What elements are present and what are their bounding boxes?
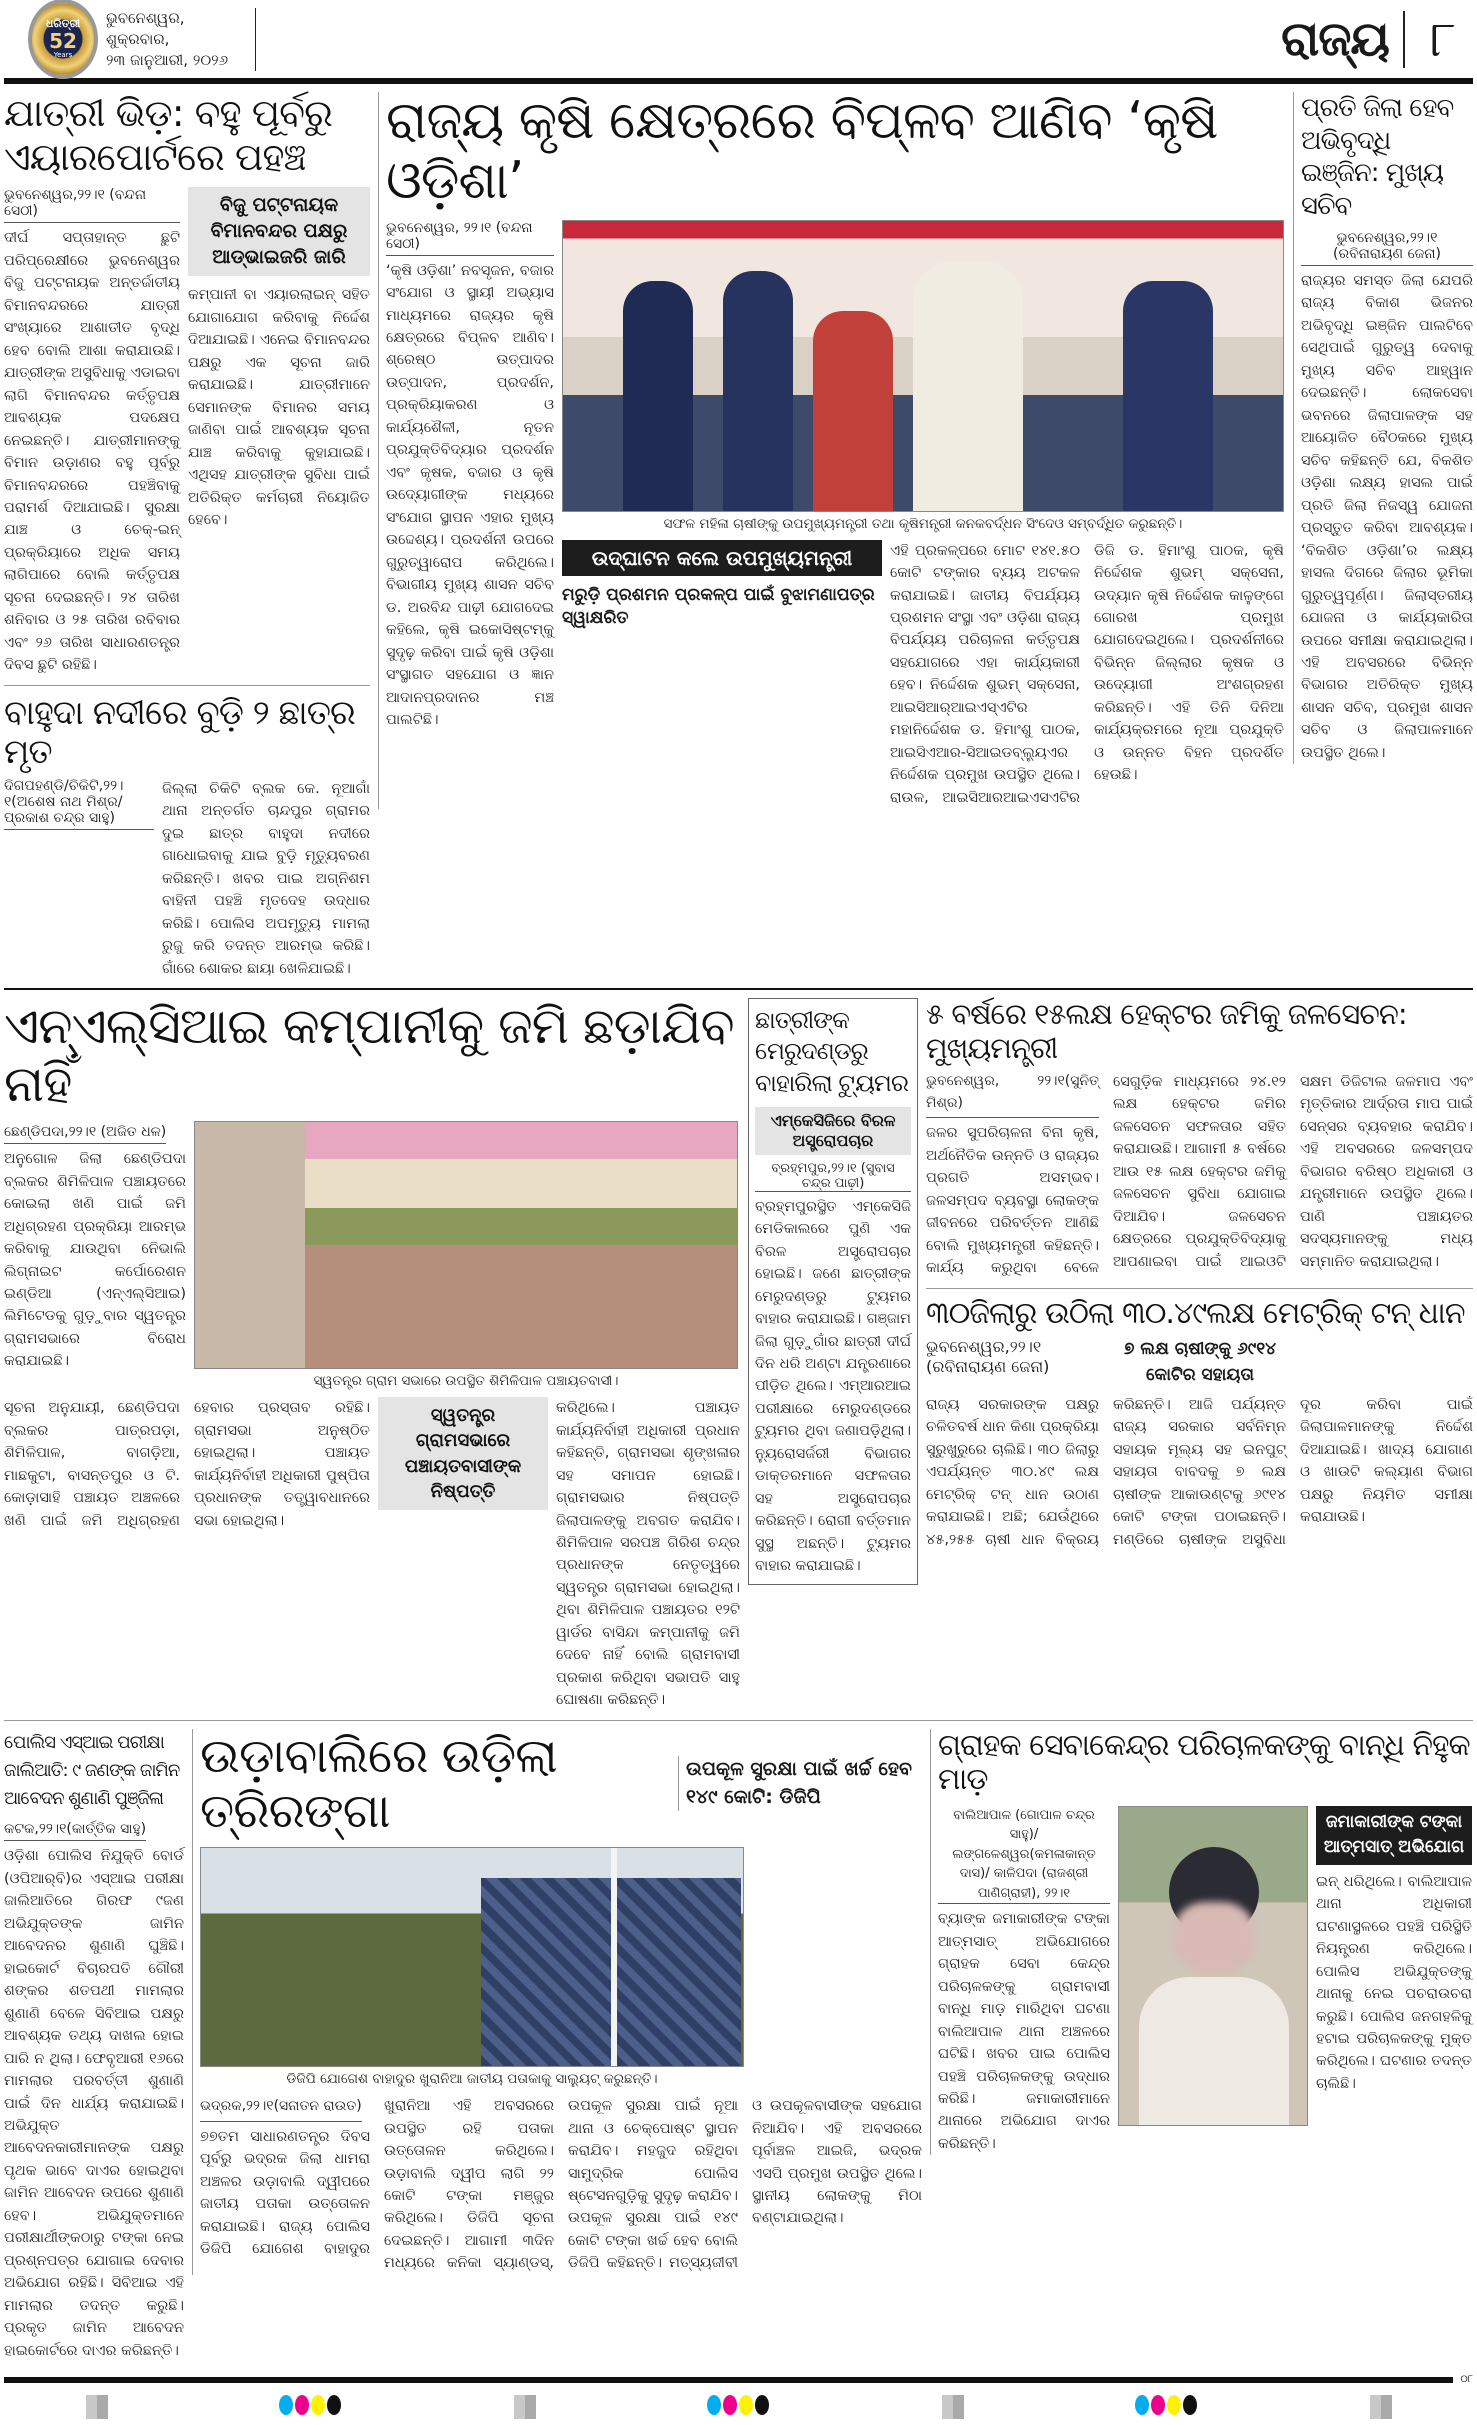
registration-mark [942, 2395, 964, 2419]
logo [28, 0, 98, 79]
airport-highlight-box: ବିଜୁ ପଟ୍ଟନାୟକ ବିମାନବନ୍ଦର ପକ୍ଷରୁ ଆଡ୍‌ଭାଇଜରି ଜାରି [188, 187, 370, 276]
issue-date: ୨୩ ଜାନୁଆରୀ, ୨୦୨୬ [106, 50, 229, 69]
bahuda-dateline: ଦିଗପହଣ୍ଡି/ଚିକିଟି,୨୨।୧(ଅଶେଷ ନାଥ ମିଶ୍ର/ପ୍ରକାଶ ଚନ୍ଦ୍ର ସାହୁ) [4, 778, 154, 830]
airport-headline: ଯାତ୍ରୀ ଭିଡ଼: ବହୁ ପୂର୍ବରୁ ଏୟାରପୋର୍ଟରେ ପହଞ୍ଚ [4, 91, 332, 179]
udabali-story [192, 1729, 922, 2275]
divider [4, 1720, 1473, 1721]
section-title: ରାଜ୍ୟ [1281, 11, 1405, 68]
police-body: ଓଡ଼ିଶା ପୋଲିସ ନିଯୁକ୍ତି ବୋର୍ଡ (ଓପିଆର୍‌ବି)ର ଏସ୍‌ଆଇ ପରୀକ୍ଷା ଜାଲିଆତିରେ ଗିରଫ ୯ଜଣ ଅଭିଯୁକ୍ତଙ୍କ ଜାମିନ ଆବେଦନର ଶୁଣାଣି ଘୁଞ୍ଚିଛି। ହାଇକୋର୍ଟ ବିଚାରପତି ଗୌରୀ ଶଙ୍କର ଶତପଥୀ ମାମଲାର ଶୁଣାଣି ବେଳେ ସିବିଆଇ ପକ୍ଷରୁ ଆବଶ୍ୟକ ତଥ୍ୟ ଦାଖଲ ହୋଇ ପାରି ନ ଥିଲା। ଫେବୃଆରୀ ୧୬ରେ ମାମଲାର ପରବର୍ତ୍ତୀ ଶୁଣାଣି ପାଇଁ ଦିନ ଧାର୍ଯ୍ୟ କରାଯାଇଛି। ଅଭିଯୁକ୍ତ ଆବେଦନକାରୀମାନଙ୍କ ପକ୍ଷରୁ ପୃଥକ ଭାବେ ଦାଏର ହୋଇଥିବା ଜାମିନ ଆବେଦନ ଉପରେ ଶୁଣାଣି ହେବ। ଅଭିଯୁକ୍ତମାନେ ପରୀକ୍ଷାର୍ଥୀଙ୍କଠାରୁ ଟଙ୍କା ନେଇ ପ୍ରଶ୍ନପତ୍ର ଯୋଗାଇ ଦେବାର ଅଭିଯୋଗ ରହିଛି। ସିବିଆଇ ଏହି ମାମଲାର ତଦନ୍ତ କରୁଛି। ପ୍ରକୃତ ଜାମିନ ଆବେଦନ ହାଇକୋର୍ଟରେ ଦାଏର କରିଛନ୍ତି। [4, 1848, 184, 2359]
left-column [4, 92, 370, 980]
district-body: ରାଜ୍ୟର ସମସ୍ତ ଜିଲା ଯେପରି ରାଜ୍ୟ ବିକାଶ ଭିଜନର ଅଭିବୃଦ୍ଧି ଇଞ୍ଜିନ ପାଲଟିବେ ସେଥିପାଇଁ ଗୁରୁତ୍ୱ ଦେବାକୁ ମୁଖ୍ୟ ସଚିବ ଆହ୍ୱାନ ଦେଇଛନ୍ତି। ଲୋକସେବା ଭବନରେ ଜିଲାପାଳଙ୍କ ସହ ଆୟୋଜିତ ବୈଠକରେ ମୁଖ୍ୟ ସଚିବ କହିଛନ୍ତି ଯେ, ବିକଶିତ ଓଡ଼ିଶା ଲକ୍ଷ୍ୟ ହାସଲ ପାଇଁ ପ୍ରତି ଜିଲା ନିଜସ୍ୱ ଯୋଜନା ପ୍ରସ୍ତୁତ କରିବା ଆବଶ୍ୟକ। ‘ବିକଶିତ ଓଡ଼ିଶା’ର ଲକ୍ଷ୍ୟ ହାସଲ ଦିଗରେ ଜିଲାର ଭୂମିକା ଗୁରୁତ୍ୱପୂର୍ଣ୍ଣ। ଜିଲାସ୍ତରୀୟ ଯୋଜନା ଓ କାର୍ଯ୍ୟକାରିତା ଉପରେ ସମୀକ୍ଷା କରାଯାଇଥିଲା। ଏହି ଅବସରରେ ବିଭିନ୍ନ ବିଭାଗର ଅତିରିକ୍ତ ମୁଖ୍ୟ ଶାସନ ସଚିବ, ପ୍ରମୁଖ ଶାସନ ସଚିବ ଓ ଜିଲାପାଳମାନେ ଉପସ୍ଥିତ ଥିଲେ। [1301, 273, 1473, 761]
udabali-photo-salute [200, 1847, 744, 2067]
consumer-dateline: ବାଲିଆପାଳ (ଗୋପାଳ ଚନ୍ଦ୍ର ସାହୁ)/ ଲଙ୍ଗଳେଶ୍ୱର(କମଳାକାନ୍ତ ଦାସ)/ କାଳିପଦା (ରାଜଶ୍ରୀ ପାଣିଗ୍ରାହୀ), ୨୨।୧ [938, 1806, 1110, 1905]
consumer-story [930, 1729, 1473, 2156]
color-bar [1135, 2395, 1199, 2419]
police-dateline: କଟକ,୨୨।୧(କାର୍ତ୍ତିକ ସାହୁ) [4, 1821, 146, 1841]
dateline-block [106, 8, 256, 71]
airport-article [4, 187, 370, 676]
udabali-photo-caption: ଡିଜିପି ଯୋଗେଶ ବାହାଦୁର ଖୁରାନିଆ ଜାତୀୟ ପତାକାକୁ ସାଲ୍ୟୁଟ୍ କରୁଛନ୍ତି। [286, 2071, 658, 2088]
district-article [1301, 230, 1473, 764]
lead-story [378, 92, 1285, 809]
nlc-photo-gram-sabha [194, 1121, 738, 1369]
consumer-black-box: ଜମାକାରୀଙ୍କ ଟଙ୍କା ଆତ୍ମସାତ୍ ଅଭିଯୋଗ [1316, 1806, 1472, 1865]
print-marks [4, 2395, 1473, 2419]
tumor-article-frame [748, 998, 918, 1585]
district-headline: ପ୍ରତି ଜିଲା ହେବ ଅଭିବୃଦ୍ଧି ଇଞ୍ଜିନ: ମୁଖ୍ୟ ସଚିବ [1301, 93, 1454, 221]
udabali-body: ୭୭ତମ ସାଧାରଣତନ୍ତ୍ର ଦିବସ ପୂର୍ବରୁ ଭଦ୍ରକ ଜିଲା ଧାମରା ଅଞ୍ଚଳର ଉଡ଼ାବାଲି ଦ୍ୱୀପରେ ଜାତୀୟ ପତାକା ଉତ୍ତୋଳନ କରାଯାଇଛି। ରାଜ୍ୟ ପୋଲିସ ଡିଜିପି ଯୋଗେଶ ବାହାଦୁର ଖୁରାନିଆ ଏହି ଅବସରରେ ଉପସ୍ଥିତ ରହି ପତାକା ଉତ୍ତୋଳନ କରିଥିଲେ। ଉଡ଼ାବାଲି ଦ୍ୱୀପ ଲାଗି ୨୨ କୋଟି ଟଙ୍କା ମଞ୍ଜୁର କରିଥିଲେ। ଡିଜିପି ସୂଚନା ଦେଇଛନ୍ତି। ଆଗାମୀ ୩ଦିନ ମଧ୍ୟରେ କନିକା ସ୍ୟାଣ୍ଡସ୍, ଉପକୂଳ ସୁରକ୍ଷା ପାଇଁ ନୂଆ ଥାନା ଓ ଚେକ୍‌ପୋଷ୍ଟ ସ୍ଥାପନ କରାଯିବ। ମହଜୁଦ ରହିଥିବା ସାମୁଦ୍ରିକ ପୋଲିସ ଷ୍ଟେସନଗୁଡ଼ିକୁ ସୁଦୃଢ଼ କରାଯିବ। ଉପକୂଳ ସୁରକ୍ଷା ପାଇଁ ୧୪୯ କୋଟି ଟଙ୍କା ଖର୍ଚ୍ଚ ହେବ ବୋଲି ଡିଜିପି କହିଛନ୍ତି। ମତ୍ସ୍ୟଜୀବୀ ଓ ଉପକୂଳବାସୀଙ୍କ ସହଯୋଗ ନିଆଯିବ। ଏହି ଅବସରରେ ପୂର୍ବାଞ୍ଚଳ ଆଇଜି, ଭଦ୍ରକ ଏସପି ପ୍ରମୁଖ ଉପସ୍ଥିତ ଥିଲେ। ସ୍ଥାନୀୟ ଲୋକଙ୍କୁ ମିଠା ବଣ୍ଟାଯାଇଥିଲା। [200, 2098, 922, 2272]
registration-mark [86, 2395, 108, 2419]
place-day: ଭୁବନେଶ୍ୱର, ଶୁକ୍ରବାର, [106, 8, 185, 48]
tumor-highlight-box: ଏମ୍‌କେସିଜିରେ ବିରଳ ଅସ୍ତ୍ରୋପଚାର [755, 1107, 911, 1155]
footer [4, 2374, 1473, 2385]
registration-mark [1370, 2395, 1392, 2419]
color-bar [279, 2395, 343, 2419]
page-number: ୮ [1429, 9, 1457, 68]
bottom-rule [4, 2377, 1453, 2383]
bottom-section [4, 1729, 1473, 2362]
nlc-headline: ଏନ୍‌ଏଲ୍‌ସିଆଇ କମ୍ପାନୀକୁ ଜମି ଛଡ଼ାଯିବ ନାହିଁ [4, 997, 734, 1113]
bahuda-article [4, 778, 370, 980]
lead-photo-award-ceremony [562, 220, 1284, 512]
lead-body: ‘କୃଷି ଓଡ଼ିଶା’ ନବସୃଜନ, ବଜାର ସଂଯୋଗ ଓ ସ୍ଥାୟୀ ଅଭ୍ୟାସ ମାଧ୍ୟମରେ ରାଜ୍ୟର କୃଷି କ୍ଷେତ୍ରରେ ବିପ୍ଳବ ଆଣିବ। ଶ୍ରେଷ୍ଠ ଉତ୍ପାଦର ଉତ୍ପାଦନ, ପ୍ରଦର୍ଶନ, ପ୍ରକ୍ରିୟାକରଣ ଓ କାର୍ଯ୍ୟଶୈଳୀ, ନୂତନ ପ୍ରଯୁକ୍ତିବିଦ୍ୟାର ପ୍ରଦର୍ଶନ ଏବଂ କୃଷକ, ବଜାର ଓ କୃଷି ଉଦ୍ୟୋଗୀଙ୍କ ମଧ୍ୟରେ ସଂଯୋଗ ସ୍ଥାପନ ଏହାର ମୁଖ୍ୟ ଉଦ୍ଦେଶ୍ୟ। ପ୍ରଦର୍ଶନୀ ଉପରେ ଗୁରୁତ୍ୱାରୋପ କରିଥିଲେ। ବିଭାଗୀୟ ମୁଖ୍ୟ ଶାସନ ସଚିବ ଡ. ଅରବିନ୍ଦ ପାଢ଼ୀ ଯୋଗଦେଇ କହିଲେ, କୃଷି ଇକୋସିଷ୍ଟମ୍‌କୁ ସୁଦୃଢ଼ କରିବା ପାଇଁ କୃଷି ଓଡ଼ିଶା ସଂସ୍ଥାଗତ ସହଯୋଗ ଓ ଜ୍ଞାନ ଆଦାନପ୍ରଦାନର ମଞ୍ଚ ପାଲଟିଛି। [386, 262, 554, 728]
lead-headline: ରାଜ୍ୟ କୃଷି କ୍ଷେତ୍ରରେ ବିପ୍ଳବ ଆଣିବ ‘କୃଷି ଓଡ଼ିଶା’ [386, 91, 1218, 211]
logo-years-label: Years [53, 51, 73, 59]
district-story [1293, 92, 1473, 764]
nlc-body-2: ସୂଚନା ଅନୁଯାୟୀ, ଛେଣ୍ଡିପଦା ବ୍ଲକର ପାତ୍ରପଡ଼ା, ଶିମିଳିପାଳ, ବାଗଡ଼ିଆ, ମାଛକୁଟା, ବାସନ୍ତପୁର ଓ ଟି. କୋଡ଼ାସାହି ପଞ୍ଚାୟତ ଅଞ୍ଚଳରେ ଖଣି ପାଇଁ ଜମି ଅଧିଗ୍ରହଣ ହେବାର ପ୍ରସ୍ତାବ ରହିଛି। ଗ୍ରାମସଭା ଅନୁଷ୍ଠିତ ହୋଇଥିଲା। ପଞ୍ଚାୟତ କାର୍ଯ୍ୟନିର୍ବାହୀ ଅଧିକାରୀ ପୁଷ୍ପିତା ପ୍ରଧାନଙ୍କ ତତ୍ତ୍ୱାବଧାନରେ ସଭା ହୋଇଥିଲା। [4, 1400, 370, 1529]
lead-subhead: ମରୁଡ଼ି ପ୍ରଶମନ ପ୍ରକଳ୍ପ ପାଇଁ ବୁଝାମଣାପତ୍ର ସ୍ୱାକ୍ଷରିତ [562, 584, 875, 629]
airport-dateline: ଭୁବନେଶ୍ୱର,୨୨।୧ (ବନ୍ଦନା ସେଠୀ) [4, 187, 180, 223]
irrigation-body: ଜଳର ସୁପରିଚାଳନା ବିନା କୃଷି, ଅର୍ଥନୈତିକ ଉନ୍ନତି ଓ ରାଜ୍ୟର ପ୍ରଗତି ଅସମ୍ଭବ। ଜଳସମ୍ପଦ ବ୍ୟବସ୍ଥା ଲୋକଙ୍କ ଜୀବନରେ ପରିବର୍ତ୍ତନ ଆଣିଛି ବୋଲି ମୁଖ୍ୟମନ୍ତ୍ରୀ କହିଛନ୍ତି। କାର୍ଯ୍ୟ କରୁଥିବା ବେଳେ ସେଗୁଡ଼ିକ ମାଧ୍ୟମରେ ୨୪.୧୨ ଲକ୍ଷ ହେକ୍ଟର ଜମିର ଜଳସେଚନ ସଫଳତାର ସହିତ କରାଯାଉଛି। ଆଗାମୀ ୫ ବର୍ଷରେ ଆଉ ୧୫ ଲକ୍ଷ ହେକ୍ଟର ଜମିକୁ ଜଳସେଚନ ସୁବିଧା ଯୋଗାଇ ଦିଆଯିବ। ଜଳସେଚନ କ୍ଷେତ୍ରରେ ପ୍ରଯୁକ୍ତିବିଦ୍ୟାକୁ ଆପଣାଇବା ପାଇଁ ଆଇଓଟି ସକ୍ଷମ ଡିଜିଟାଲ ଜଳମାପ ଏବଂ ମୃତ୍ତିକାର ଆର୍ଦ୍ରତା ମାପ ପାଇଁ ସେନ୍‌ସର ବ୍ୟବହାର କରାଯିବ। ଏହି ଅବସରରେ ଜଳସମ୍ପଦ ବିଭାଗର ବରିଷ୍ଠ ଅଧିକାରୀ ଓ ଯନ୍ତ୍ରୀମାନେ ଉପସ୍ଥିତ ଥିଲେ। ପାଣି ପଞ୍ଚାୟତର ସଦସ୍ୟମାନଙ୍କୁ ମଧ୍ୟ ସମ୍ମାନିତ କରାଯାଇଥିଲା। [926, 1073, 1473, 1277]
paddy-body: ରାଜ୍ୟ ସରକାରଙ୍କ ପକ୍ଷରୁ ଚଳିତବର୍ଷ ଧାନ କିଣା ପ୍ରକ୍ରିୟା ସୁରୁଖୁରୁରେ ଚାଲିଛି। ୩୦ ଜିଲାରୁ ଏପର୍ଯ୍ୟନ୍ତ ୩୦.୪୯ ଲକ୍ଷ ମେଟ୍ରିକ୍ ଟନ୍ ଧାନ ଉଠାଣ କରାଯାଇଛି। ଅଛି; ଯେଉଁଥିରେ ୪୫,୨୫୫ ଚାଷୀ ଧାନ ବିକ୍ରୟ କରିଛନ୍ତି। ଆଜି ପର୍ଯ୍ୟନ୍ତ ରାଜ୍ୟ ସରକାର ସର୍ବନିମ୍ନ ସହାୟକ ମୂଲ୍ୟ ସହ ଇନପୁଟ୍ ସହାୟତା ବାବଦକୁ ୭ ଲକ୍ଷ ଚାଷୀଙ୍କ ଆକାଉଣ୍ଟକୁ ୬୯୧୪ କୋଟି ଟଙ୍କା ପଠାଇଛନ୍ତି। ମଣ୍ଡିରେ ଚାଷୀଙ୍କ ଅସୁବିଧା ଦୂର କରିବା ପାଇଁ ଜିଲାପାଳମାନଙ୍କୁ ନିର୍ଦ୍ଦେଶ ଦିଆଯାଇଛି। ଖାଦ୍ୟ ଯୋଗାଣ ଓ ଖାଉଟି କଲ୍ୟାଣ ବିଭାଗ ପକ୍ଷରୁ ନିୟମିତ ସମୀକ୍ଷା କରାଯାଉଛି। [926, 1397, 1473, 1548]
nlc-dateline: ଛେଣ୍ଡିପଦା,୨୨।୧ (ଅଜିତ ଧଳ) [4, 1124, 166, 1144]
lead-photo-caption: ସଫଳ ମହିଳା ଚାଷୀଙ୍କୁ ଉପମୁଖ୍ୟମନ୍ତ୍ରୀ ତଥା କୃଷିମନ୍ତ୍ରୀ କନକବର୍ଦ୍ଧନ ସିଂଦେଓ ସମ୍ବର୍ଦ୍ଧିତ କରୁଛନ୍ତି। [663, 515, 1183, 532]
paddy-highlight: ୭ ଲକ୍ଷ ଚାଷୀଙ୍କୁ ୬୯୧୪ କୋଟିର ସହାୟତା [1123, 1339, 1276, 1385]
divider [926, 1288, 1473, 1289]
right-stack [926, 998, 1473, 1551]
divider [4, 685, 370, 686]
police-headline: ପୋଲିସ ଏସ୍‌ଆଇ ପରୀକ୍ଷା ଜାଲିଆତି: ୯ ଜଣଙ୍କ ଜାମିନ ଆବେଦନ ଶୁଣାଣି ପୁଞ୍ଜିଳା [4, 1731, 180, 1809]
tumor-headline: ଛାତ୍ରୀଙ୍କ ମେରୁଦଣ୍ଡରୁ ବାହାରିଲା ଟ୍ୟୁମର [755, 1006, 909, 1097]
airport-body-continued: କମ୍ପାନୀ ବା ଏୟାରଲାଇନ୍ ସହିତ ଯୋଗାଯୋଗ କରିବାକୁ ନିର୍ଦ୍ଦେଶ ଦିଆଯାଇଛି। ଏନେଇ ବିମାନବନ୍ଦର ପକ୍ଷରୁ ଏକ ସୂଚନା ଜାରି କରାଯାଇଛି। ଯାତ୍ରୀମାନେ ସେମାନଙ୍କ ବିମାନର ସମୟ ଜାଣିବା ପାଇଁ ଆବଶ୍ୟକ ସୂଚନା ଯାଞ୍ଚ କରିବାକୁ କୁହାଯାଇଛି। ଏଥିସହ ଯାତ୍ରୀଙ୍କ ସୁବିଧା ପାଇଁ ଅତିରିକ୍ତ କର୍ମଚାରୀ ନିୟୋଜିତ ହେବେ। [188, 287, 370, 528]
masthead [4, 0, 1473, 84]
udabali-article [200, 2095, 922, 2275]
top-section [4, 92, 1473, 980]
logo-years-number: 52 [49, 29, 77, 53]
color-bar [707, 2395, 771, 2419]
paddy-dateline: ଭୁବନେଶ୍ୱର,୨୨।୧ (ରବିନାରାୟଣ ଜେନା) [926, 1337, 1050, 1376]
irrigation-article [926, 1071, 1473, 1280]
consumer-photo-accused [1118, 1806, 1308, 2126]
nlc-highlight-box: ସ୍ୱତନ୍ତ୍ର ଗ୍ରାମସଭାରେ ପଞ୍ଚାୟତବାସୀଙ୍କ ନିଷ୍ପତ୍ତି [378, 1397, 548, 1510]
lead-article [386, 220, 554, 732]
nlc-photo-caption: ସ୍ୱତନ୍ତ୍ର ଗ୍ରାମ ସଭାରେ ଉପସ୍ଥିତ ଶିମିଳିପାଳ ପଞ୍ଚାୟତବାସୀ। [313, 1373, 619, 1390]
lead-black-box: ଉଦ୍‌ଘାଟନ କଲେ ଉପମୁଖ୍ୟମନ୍ତ୍ରୀ [562, 540, 882, 576]
tumor-dateline: ବ୍ରହ୍ମପୁର,୨୨।୧ (ସୁବାସ ଚନ୍ଦ୍ର ପାଢ଼ୀ) [755, 1161, 911, 1192]
consumer-article [938, 1806, 1110, 2156]
bahuda-body: ଜିଲ୍ଲା ଚିକିଟି ବ୍ଲକ କେ. ନୂଆଗାଁ ଥାନା ଅନ୍ତର୍ଗତ ଚାନ୍ଦପୁର ଗ୍ରାମର ଦୁଇ ଛାତ୍ର ବାହୁଦା ନଦୀରେ ଗାଧୋଇବାକୁ ଯାଇ ବୁଡ଼ି ମୃତ୍ୟୁବରଣ କରିଛନ୍ତି। ଖବର ପାଇ ଅଗ୍ନିଶମ ବାହିନୀ ପହଞ୍ଚି ମୃତଦେହ ଉଦ୍ଧାର କରିଛି। ପୋଲିସ ଅପମୃତ୍ୟୁ ମାମଲା ରୁଜୁ କରି ତଦନ୍ତ ଆରମ୍ଭ କରିଛି। ଗାଁରେ ଶୋକର ଛାୟା ଖେଳିଯାଇଛି। [162, 780, 370, 977]
irrigation-headline: ୫ ବର୍ଷରେ ୧୫ଲକ୍ଷ ହେକ୍ଟର ଜମିକୁ ଜଳସେଚନ: ମୁଖ୍ୟମନ୍ତ୍ରୀ [926, 997, 1407, 1065]
logo-name: ଧରିତ୍ରୀ [45, 17, 81, 30]
bahuda-headline: ବାହୁଦା ନଦୀରେ ବୁଡ଼ି ୨ ଛାତ୍ର ମୃତ [4, 692, 355, 772]
police-story [4, 1729, 184, 2362]
section-rule [4, 988, 1473, 990]
nlc-body: ଅନୁଗୋଳ ଜିଲା ଛେଣ୍ଡିପଦା ବ୍ଲକର ଶିମିଳିପାଳ ପଞ୍ଚାୟତରେ କୋଇଲା ଖଣି ପାଇଁ ଜମି ଅଧିଗ୍ରହଣ ପ୍ରକ୍ରିୟା ଆରମ୍ଭ କରିବାକୁ ଯାଉଥିବା ନେିଭାଲି ଲିଗ୍‌ନାଇଟ କର୍ପୋରେଶନ ଇଣ୍ଡିଆ (ଏନ୍‌ଏଲ୍‌ସିଆଇ) ଲିମିଟେଡକୁ ଗୁଡ଼ୁବାର ସ୍ୱତନ୍ତ୍ର ଗ୍ରାମସଭାରେ ବିରୋଧ କରାଯାଇଛି। [4, 1151, 186, 1370]
lead-body-continued: ଏହି ପ୍ରକଳ୍ପରେ ମୋଟ ୧୪୧.୫୦ କୋଟି ଟଙ୍କାର ବ୍ୟୟ ଅଟକଳ କରାଯାଇଛି। ଜାତୀୟ ବିପର୍ଯ୍ୟୟ ପ୍ରଶମନ ସଂସ୍ଥା ଏବଂ ଓଡ଼ିଶା ରାଜ୍ୟ ବିପର୍ଯ୍ୟୟ ପରିଚାଳନା କର୍ତ୍ତୃପକ୍ଷ ସହଯୋଗରେ ଏହା କାର୍ଯ୍ୟକାରୀ ହେବ। ନିର୍ଦ୍ଦେଶକ ଶୁଭମ୍ ସକ୍ସେନା, ଆଇସିଆର୍‌ଆଇଏସ୍‌ଏଟିର ମହାନିର୍ଦ୍ଦେଶକ ଡ. ହିମାଂଶୁ ପାଠକ, ଆଇସିଏଆର-ସିଆଇଡବ୍ଲ୍ୟୁଏର ନିର୍ଦ୍ଦେଶକ ପ୍ରମୁଖ ଉପସ୍ଥିତ ଥିଲେ। ରାଉଳ, ଆଇସିଆରଆଇଏସଏଟିର ଡିଜି ଡ. ହିମାଂଶୁ ପାଠକ, କୃଷି ନିର୍ଦ୍ଦେଶକ ଶୁଭମ୍ ସକ୍ସେନା, ଉଦ୍ୟାନ କୃଷି ନିର୍ଦ୍ଦେଶକ କାଳୁଙ୍ଗେ ଗୋରଖ ପ୍ରମୁଖ ଯୋଗଦେଇଥିଲେ। ପ୍ରଦର୍ଶନୀରେ ବିଭିନ୍ନ ଜିଲ୍ଲାର କୃଷକ ଓ ଉଦ୍ୟୋଗୀ ଅଂଶଗ୍ରହଣ କରିଛନ୍ତି। ଏହି ତିନି ଦିନିଆ କାର୍ଯ୍ୟକ୍ରମରେ ନୂଆ ପ୍ରଯୁକ୍ତି ଓ ଉନ୍ନତ ବିହନ ପ୍ରଦର୍ଶିତ ହେଉଛି। [890, 542, 1284, 806]
consumer-headline: ଗ୍ରାହକ ସେବାକେନ୍ଦ୍ର ପରିଚାଳକଙ୍କୁ ବାନ୍ଧି ନିହୁକ ମାଡ଼ [938, 1727, 1470, 1798]
udabali-headline: ଉଡ଼ାବାଲିରେ ଉଡ଼ିଲା ତ୍ରିରଙ୍ଗା [200, 1727, 557, 1839]
airport-body: ଦୀର୍ଘ ସପ୍ତାହାନ୍ତ ଛୁଟି ପରିପ୍ରେକ୍ଷୀରେ ଭୁବନେଶ୍ୱର ବିଜୁ ପଟ୍ଟନାୟକ ଅନ୍ତର୍ଜାତୀୟ ବିମାନବନ୍ଦରରେ ଯାତ୍ରୀ ସଂଖ୍ୟାରେ ଆଶାତୀତ ବୃଦ୍ଧି ହେବ ବୋଲି ଆଶା କରାଯାଉଛି। ଯାତ୍ରୀଙ୍କ ଅସୁବିଧାକୁ ଏଡାଇବା ଲାଗି ବିମାନବନ୍ଦର କର୍ତ୍ତୃପକ୍ଷ ଆବଶ୍ୟକ ପଦକ୍ଷେପ ନେଇଛନ୍ତି। ଯାତ୍ରୀମାନଙ୍କୁ ବିମାନ ଉଡ଼ାଣର ବହୁ ପୂର୍ବରୁ ବିମାନବନ୍ଦରରେ ପହଞ୍ଚିବାକୁ ପରାମର୍ଶ ଦିଆଯାଇଛି। ସୁରକ୍ଷା ଯାଞ୍ଚ ଓ ଚେକ୍-ଇନ୍ ପ୍ରକ୍ରିୟାରେ ଅଧିକ ସମୟ ଲାଗିପାରେ ବୋଲି କର୍ତ୍ତୃପକ୍ଷ ସୂଚନା ଦେଇଛନ୍ତି। ୨୪ ତାରିଖ ଶନିବାର ଓ ୨୫ ତାରିଖ ରବିବାର ଏବଂ ୨୬ ତାରିଖ ସାଧାରଣତନ୍ତ୍ର ଦିବସ ଛୁଟି ରହିଛି। [4, 230, 180, 674]
police-article [4, 1818, 184, 2362]
middle-section [4, 998, 1473, 1712]
district-dateline: ଭୁବନେଶ୍ୱର,୨୨।୧ (ରବିନାରାୟଣ ଜେନା) [1301, 230, 1473, 266]
lead-dateline: ଭୁବନେଶ୍ୱର, ୨୨।୧ (ବନ୍ଦନା ସେଠୀ) [386, 220, 554, 256]
irrigation-dateline: ଭୁବନେଶ୍ୱର, ୨୨।୧(ସୁନିତ୍ ମିଶ୍ର) [926, 1071, 1099, 1118]
nlc-story [4, 998, 740, 1712]
paddy-headline: ୩୦ଜିଲାରୁ ଉଠିଲା ୩୦.୪୯ଲକ୍ଷ ମେଟ୍ରିକ୍ ଟନ୍ ଧାନ [926, 1295, 1465, 1331]
consumer-body: ବ୍ୟାଙ୍କ ଜମାକାରୀଙ୍କ ଟଙ୍କା ଆତ୍ମସାତ୍ ଅଭିଯୋଗରେ ଗ୍ରାହକ ସେବା କେନ୍ଦ୍ର ପରିଚାଳକଙ୍କୁ ଗ୍ରାମବାସୀ ବାନ୍ଧି ମାଡ଼ ମାରିଥିବା ଘଟଣା ବାଲିଆପାଳ ଥାନା ଅଞ୍ଚଳରେ ଘଟିଛି। ଖବର ପାଇ ପୋଲିସ ପହଞ୍ଚି ପରିଚାଳକଙ୍କୁ ଉଦ୍ଧାର କରିଛି। ଜମାକାରୀମାନେ ଥାନାରେ ଅଭିଯୋଗ ଦାଏର କରିଛନ୍ତି। [938, 1911, 1110, 2152]
registration-mark [514, 2395, 536, 2419]
udabali-dateline: ଭଦ୍ରକ,୨୨।୧(ସନାତନ ରାଉତ) [200, 2096, 362, 2122]
nlc-body-3: କରିଥିଲେ। ପଞ୍ଚାୟତ କାର୍ଯ୍ୟନିର୍ବାହୀ ଅଧିକାରୀ ପ୍ରଧାନ କହିଛନ୍ତି, ଗ୍ରାମସଭା ଶୃଙ୍ଖଳାର ସହ ସମାପନ ହୋଇଛି। ଗ୍ରାମସଭାର ନିଷ୍ପତ୍ତି ଜିଲାପାଳଙ୍କୁ ଅବଗତ କରାଯିବ। ଶିମିଳିପାଳ ସରପଞ୍ଚ ଗିରିଶ ଚନ୍ଦ୍ର ପ୍ରଧାନଙ୍କ ନେତୃତ୍ୱରେ ସ୍ୱତନ୍ତ୍ର ଗ୍ରାମସଭା ହୋଇଥିଲା। ଥିବା ଶିମିଳିପାଳ ପଞ୍ଚାୟତର ୧୨ଟି ୱାର୍ଡର ବାସିନ୍ଦା କମ୍ପାନୀକୁ ଜମି ଦେବେ ନାହିଁ ବୋଲି ଗ୍ରାମବାସୀ ପ୍ରକାଶ କରିଥିବା ସଭାପତି ସାହୁ ଘୋଷଣା କରିଛନ୍ତି। [556, 1400, 740, 1709]
folio: ୦୮ [1460, 2374, 1473, 2386]
tumor-body: ବ୍ରହ୍ମପୁରସ୍ଥିତ ଏମ୍‌କେସିଜି ମେଡିକାଲରେ ପୁଣି ଏକ ବିରଳ ଅସ୍ତ୍ରୋପଚାର ହୋଇଛି। ଜଣେ ଛାତ୍ରୀଙ୍କ ମେରୁଦଣ୍ଡରୁ ଟ୍ୟୁମର ବାହାର କରାଯାଇଛି। ଗଞ୍ଜାମ ଜିଲା ଗୁଡ଼ୁଗାଁର ଛାତ୍ରୀ ଦୀର୍ଘ ଦିନ ଧରି ଅଣ୍ଟା ଯନ୍ତ୍ରଣାରେ ପୀଡ଼ିତ ଥିଲେ। ଏମ୍‌ଆରଆଇ ପରୀକ୍ଷାରେ ମେରୁଦଣ୍ଡରେ ଟ୍ୟୁମର ଥିବା ଜଣାପଡ଼ିଥିଲା। ନ୍ୟୁରୋସର୍ଜରୀ ବିଭାଗର ଡାକ୍ତରମାନେ ସଫଳତାର ସହ ଅସ୍ତ୍ରୋପଚାର କରିଛନ୍ତି। ରୋଗୀ ବର୍ତ୍ତମାନ ସୁସ୍ଥ ଅଛନ୍ତି। ଟ୍ୟୁମର ବାହାର କରାଯାଇଛି। [755, 1198, 911, 1575]
nlc-article [4, 1121, 186, 1373]
udabali-subhead: ଉପକୂଳ ସୁରକ୍ଷା ପାଇଁ ଖର୍ଚ୍ଚ ହେବ ୧୪୯ କୋଟି: ଡିଜିପି [678, 1756, 918, 1811]
consumer-body-continued: ଇନ୍ ଧରିଥିଲେ। ବାଲିଆପାଳ ଥାନା ଅଧିକାରୀ ଘଟଣାସ୍ଥଳରେ ପହଞ୍ଚି ପରିସ୍ଥିତି ନିୟନ୍ତ୍ରଣ କରିଥିଲେ। ପୋଲିସ ଅଭିଯୁକ୍ତଙ୍କୁ ଥାନାକୁ ନେଇ ପଚରାଉଚରା କରୁଛି। ପୋଲିସ ଜନଗହଳିକୁ ହଟାଇ ପରିଚାଳକଙ୍କୁ ମୁକ୍ତ କରିଥିଲେ। ଘଟଣାର ତଦନ୍ତ ଚାଲିଛି। [1316, 1873, 1472, 2092]
